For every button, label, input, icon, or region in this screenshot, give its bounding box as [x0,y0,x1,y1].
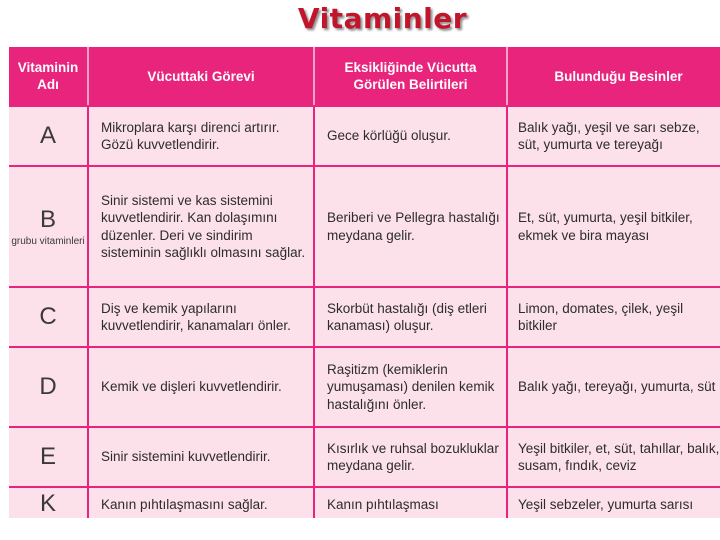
table-row [9,105,720,165]
vitamin-name-cell [9,165,89,286]
food-cell: Balık yağı, yeşil ve sarı sebze, süt, yumurta ve tereyağı [508,105,720,165]
function-cell: Kanın pıhtılaşmasını sağlar. [89,486,315,518]
header-deficiency-symptoms: Eksikliğinde Vücutta Görülen Belirtileri [315,47,508,105]
header-food-sources: Bulunduğu Besinler [508,47,720,105]
symptom-cell: Raşitizm (kemiklerin yumuşaması) denilen kemik hastalığını önler. [315,346,508,426]
vitamin-name-cell [9,105,89,165]
vitamin-table-frame [9,47,720,518]
vitamin-letter: A [39,122,56,149]
table-header-row [9,47,720,105]
header-function: Vücuttaki Görevi [89,47,315,105]
table-row [9,486,720,518]
function-cell: Sinir sistemi ve kas sistemini kuvvetlendirir. Kan dolaşımını düzenler. Deri ve sindirim sisteminin sağlıklı olmasını sağlar. [89,165,315,286]
symptom-cell: Skorbüt hastalığı (diş etleri kanaması) oluşur. [315,286,508,346]
function-cell: Kemik ve dişleri kuvvetlendirir. [89,346,315,426]
vitamin-name-cell [9,426,89,486]
symptom-cell: Kanın pıhtılaşması [315,486,508,518]
function-cell: Diş ve kemik yapılarını kuvvetlendirir, kanamaları önler. [89,286,315,346]
header-vitamin-name: Vitaminin Adı [9,47,89,105]
food-cell: Limon, domates, çilek, yeşil bitkiler [508,286,720,346]
symptom-cell: Gece körlüğü oluşur. [315,105,508,165]
vitamin-letter: K [39,490,56,517]
table-row [9,165,720,286]
vitamin-table [9,47,720,518]
table-row [9,286,720,346]
function-cell: Mikroplara karşı direnci artırır. Gözü kuvvetlendirir. [89,105,315,165]
page-title: Vitaminler [297,2,468,35]
food-cell: Et, süt, yumurta, yeşil bitkiler, ekmek ve bira mayası [508,165,720,286]
food-cell: Balık yağı, tereyağı, yumurta, süt [508,346,720,426]
vitamin-name-cell [9,486,89,518]
symptom-cell: Beriberi ve Pellegra hastalığı meydana gelir. [315,165,508,286]
function-cell: Sinir sistemini kuvvetlendirir. [89,426,315,486]
vitamin-letter: B [39,205,56,233]
food-cell: Yeşil bitkiler, et, süt, tahıllar, balık, susam, fındık, ceviz [508,426,720,486]
vitamin-letter: E [39,443,56,470]
vitamin-name-cell [9,346,89,426]
symptom-cell: Kısırlık ve ruhsal bozukluklar meydana gelir. [315,426,508,486]
food-cell: Yeşil sebzeler, yumurta sarısı [508,486,720,518]
table-row [9,346,720,426]
vitamin-letter: C [39,303,57,330]
table-row [9,426,720,486]
vitamin-name-cell [9,286,89,346]
vitamin-letter: D [39,373,57,400]
vitamin-subtitle: grubu vitaminleri [11,235,85,247]
